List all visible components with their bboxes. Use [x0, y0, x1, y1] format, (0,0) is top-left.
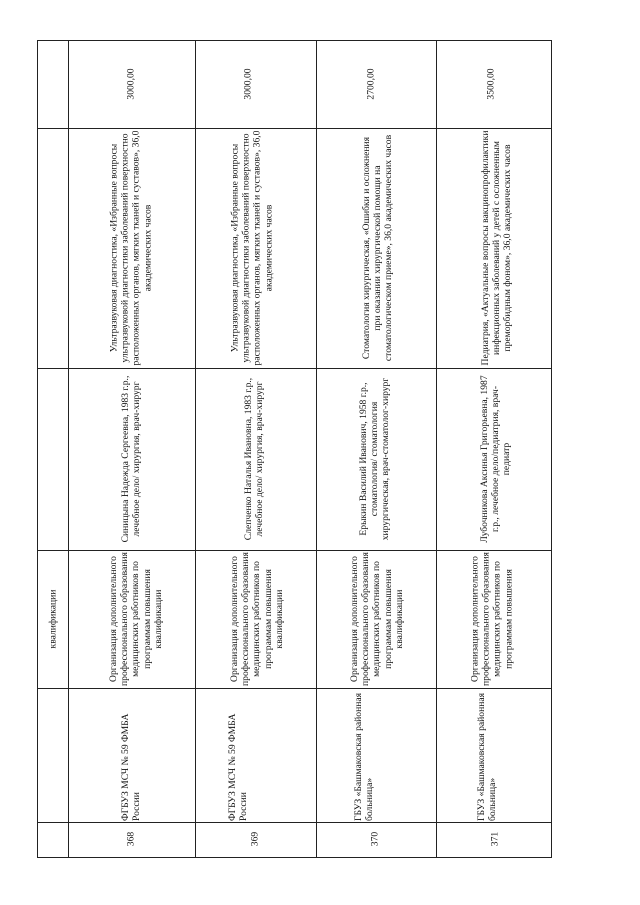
price-value: 2700,00: [365, 68, 377, 100]
organization-name: ГБУЗ «Башмаковская районная больница»: [475, 692, 498, 821]
course-info: Ультразвуковая диагностика, «Избранные вопросы ультразвуковой диагностики заболеваний поверхностно расположенных органов, мягких тканей и суставов», 36,0 академических часов: [229, 130, 275, 366]
row-number: 368: [125, 831, 137, 847]
specialist-info: Ерыкин Василий Иванович, 1958 г.р., стоматология/ стоматология хирургическая, врач-стоматолог-хирург: [358, 377, 392, 541]
row-divider: [68, 40, 69, 858]
col-divider: [37, 368, 552, 369]
price-value: 3000,00: [125, 68, 137, 100]
organization-type: Организация дополнительного профессионального образования медицинских работников по программам повышения: [469, 552, 515, 686]
specialist-info: Лубочникова Аксинья Григорьевна, 1987 г.р., лечебное дело/педиатрия, врач-педиатр: [479, 375, 513, 543]
organization-name: ГБУЗ «Башмаковская районная больница»: [352, 692, 375, 821]
table-border-bottom: [37, 857, 552, 858]
organization-type: Организация дополнительного профессионального образования медицинских работников по программам повышения квалификации: [348, 552, 405, 686]
specialist-info: Синицына Надежда Сергеевна, 1983 г.р., лечебное дело/ хирургия, врач-хирург: [119, 375, 142, 543]
price-value: 3500,00: [485, 68, 497, 100]
course-info: Педиатрия, «Актуальные вопросы вакцинопрофилактики инфекционных заболеваний у детей с осложненным преморбидным фоном», 36,0 академических часов: [480, 130, 514, 366]
specialist-info: Слепченко Наталья Ивановна, 1983 г.р., лечебное дело/ хирургия, врач-хирург: [242, 377, 265, 541]
course-info: Стоматология хирургическая, «Ошибки и осложнения при оказании хирургической помощи на стоматологическом приеме», 36,0 академических часов: [361, 134, 395, 362]
row-number: 370: [369, 831, 381, 847]
price-value: 3000,00: [242, 68, 254, 100]
organization-type: Организация дополнительного профессионального образования медицинских работников по программам повышения квалификации: [228, 552, 285, 686]
row-divider: [436, 40, 437, 858]
row-divider: [316, 40, 317, 858]
table-border-left: [37, 40, 38, 858]
row-divider: [195, 40, 196, 858]
table-border-right: [551, 40, 552, 858]
row-number: 369: [249, 831, 261, 847]
col-divider: [37, 822, 552, 823]
organization-name: ФГБУЗ МСЧ № 59 ФМБА России: [119, 713, 142, 821]
row-number: 371: [489, 831, 501, 847]
col-divider: [37, 128, 552, 129]
table-border-top: [37, 40, 552, 41]
col-divider: [37, 550, 552, 551]
course-info: Ультразвуковая диагностика, «Избранные вопросы ультразвуковой диагностики заболеваний поверхностно расположенных органов, мягких тканей и суставов», 36,0 академических часов: [108, 130, 154, 366]
organization-type: Организация дополнительного профессионального образования медицинских работников по программам повышения квалификации: [107, 552, 164, 686]
header-text: квалификации: [47, 589, 59, 649]
organization-name: ФГБУЗ МСЧ № 59 ФМБА России: [226, 713, 249, 821]
col-divider: [37, 688, 552, 689]
